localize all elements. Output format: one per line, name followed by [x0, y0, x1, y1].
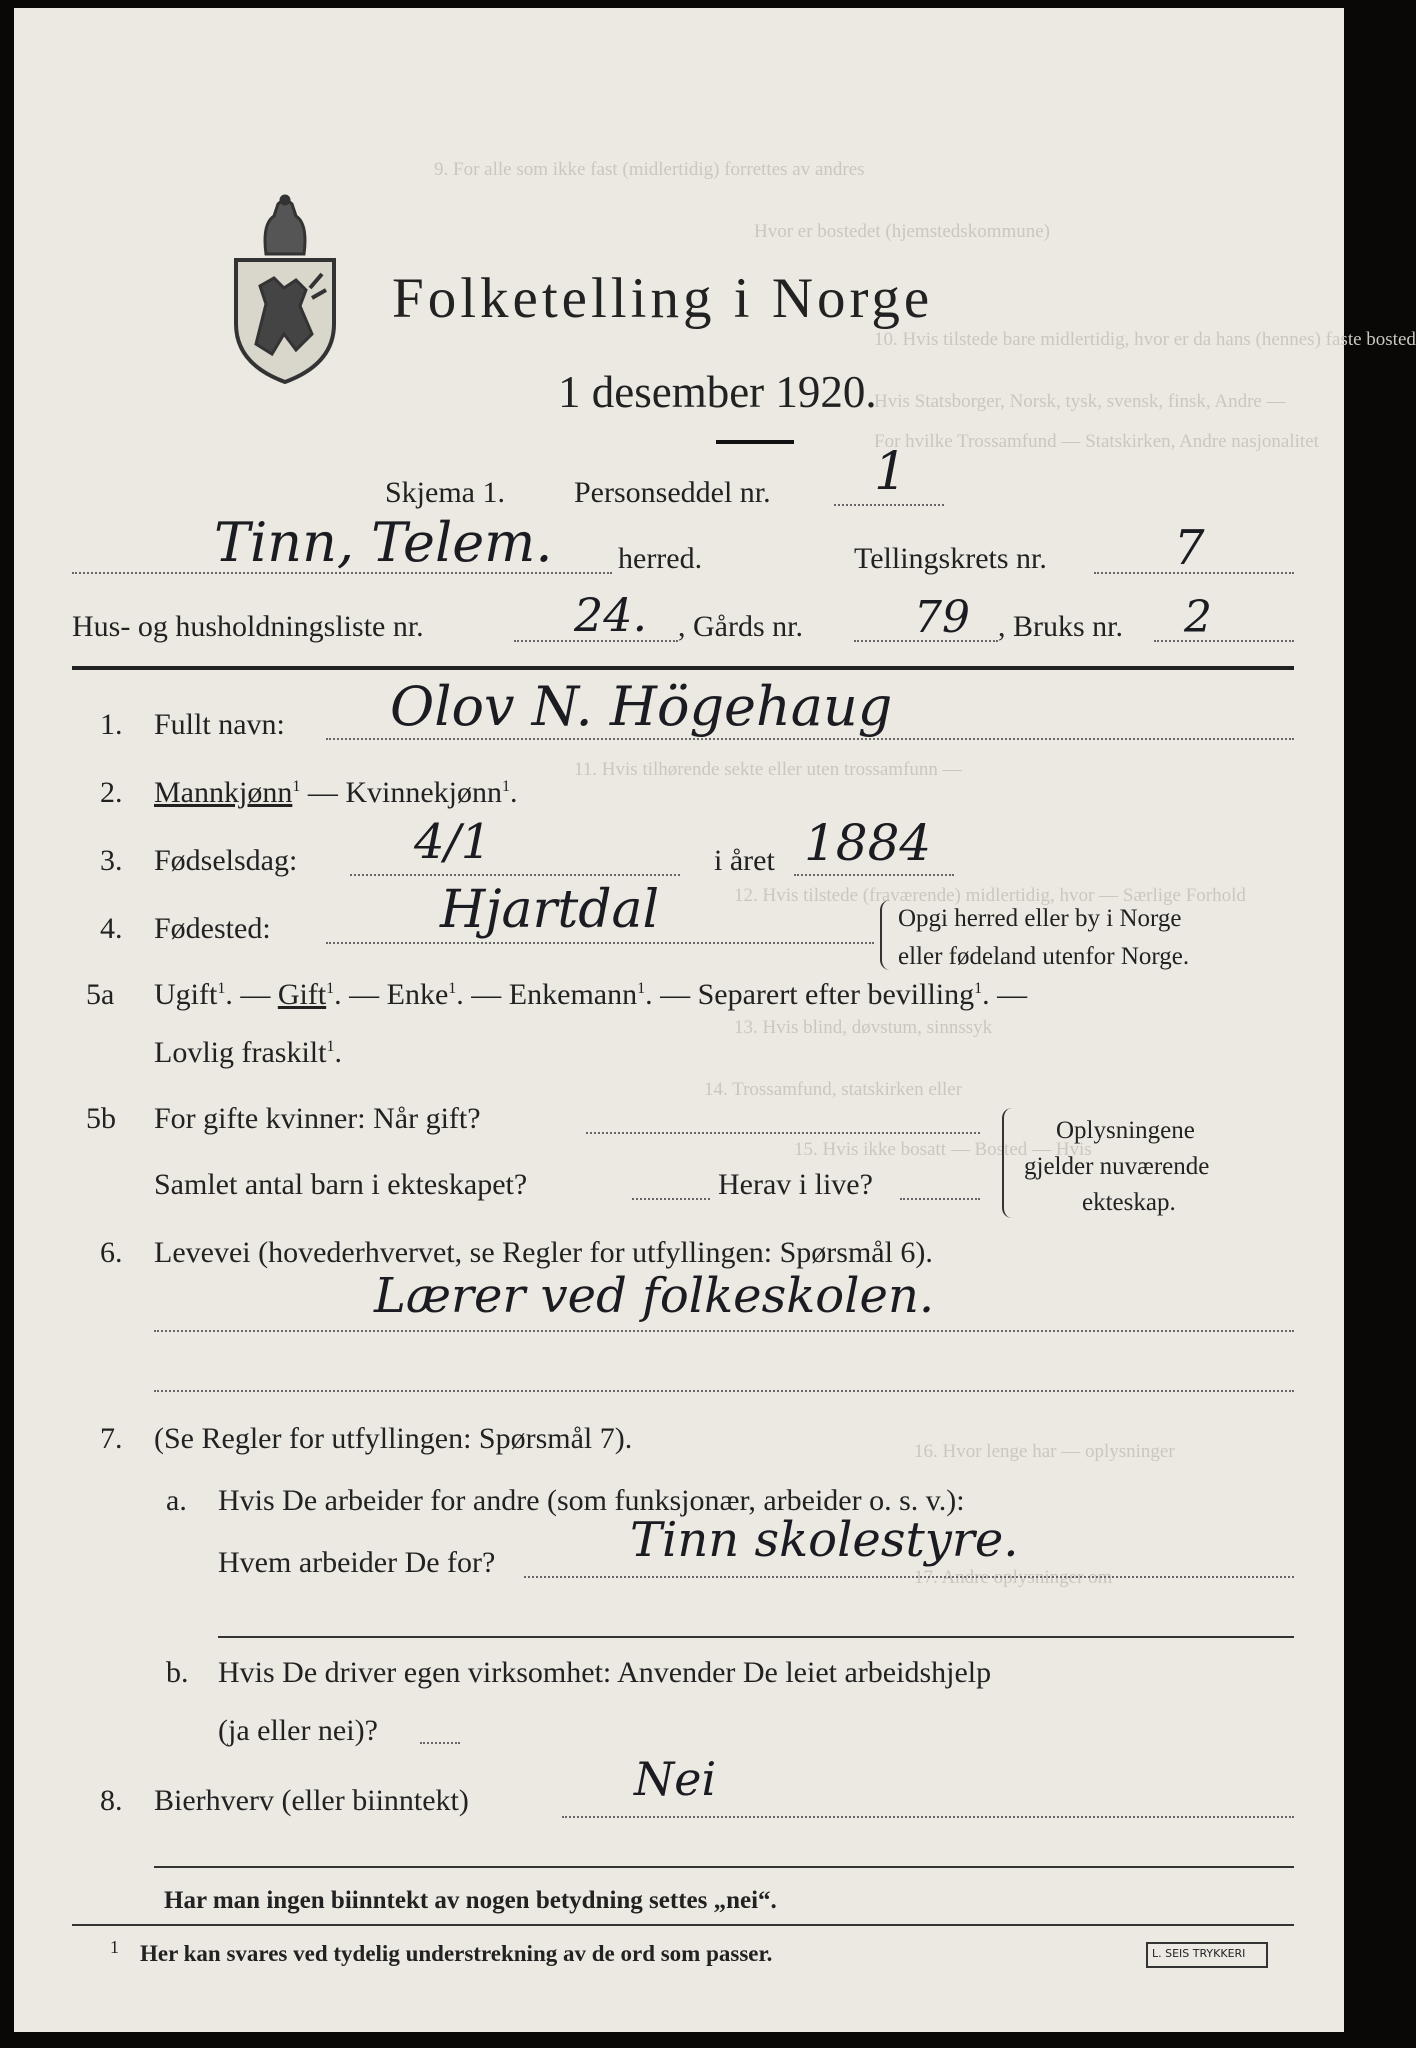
q7a-line1: Hvis De arbeider for andre (som funksjonær, arbeider o. s. v.):	[218, 1484, 965, 1517]
footnote-text: Her kan svares ved tydelig understrekning av de ord som passer.	[140, 1941, 773, 1966]
gift-option-underlined: Gift	[277, 978, 327, 1011]
birth-year-value: 1884	[804, 814, 932, 872]
q2-options	[154, 778, 517, 808]
bleed-through-line: 10. Hvis tilstede bare midlertidig, hvor er da hans (hennes) faste bosted	[874, 329, 1416, 350]
footnote-ref: 1	[292, 778, 301, 795]
employer-field-line	[524, 1576, 1294, 1578]
separator: —	[300, 776, 346, 809]
q8-number: 8.	[100, 1784, 123, 1817]
full-name-value: Olov N. Högehaug	[390, 675, 893, 738]
female-option: Kvinnekjønn	[345, 776, 502, 809]
census-date: 1 desember 1920.	[558, 367, 877, 417]
secondary-income-value: Nei	[634, 1752, 717, 1806]
marriage-note-line3: ekteskap.	[1082, 1189, 1176, 1216]
marriage-note-brace	[1002, 1108, 1014, 1218]
q1-field-line	[326, 738, 1294, 740]
norway-coat-of-arms-icon	[226, 194, 344, 384]
q5a-number: 5a	[86, 978, 115, 1011]
q7b-number: b.	[166, 1656, 189, 1689]
q1-number: 1.	[100, 708, 123, 741]
footer-note: Har man ingen biinntekt av nogen betydning settes „nei“.	[164, 1887, 777, 1914]
household-list-label: Hus- og husholdningsliste nr.	[72, 610, 424, 643]
bruks-label: , Bruks nr.	[998, 610, 1124, 643]
bleed-through-line: 15. Hvis ikke bosatt — Bosted — Hvis	[794, 1139, 1092, 1160]
herred-label: herred.	[618, 542, 703, 575]
skjema-label: Skjema 1.	[385, 476, 505, 509]
footnote-rule	[72, 1924, 1294, 1926]
birthplace-value: Hjartdal	[440, 880, 660, 940]
male-option-underlined: Mannkjønn	[154, 776, 293, 809]
enkemann-option: Enkemann	[508, 978, 638, 1011]
q5b-line1: For gifte kvinner: Når gift?	[154, 1102, 481, 1135]
bleed-through-line: Hvis Statsborger, Norsk, tysk, svensk, finsk, Andre —	[874, 391, 1286, 412]
lovlig-fraskilt-option: Lovlig fraskilt	[154, 1036, 327, 1069]
census-form-sheet	[14, 8, 1416, 2032]
gards-label: , Gårds nr.	[678, 610, 803, 643]
bruks-value: 2	[1184, 592, 1212, 643]
bleed-through-line: 11. Hvis tilhørende sekte eller uten trossamfunn —	[574, 759, 962, 780]
q7b-line1: Hvis De driver egen virksomhet: Anvender De leiet arbeidshjelp	[218, 1656, 992, 1689]
birthplace-note-line2: eller fødeland utenfor Norge.	[898, 943, 1190, 970]
printer-stamp-text: L. SEIS TRYKKERI	[1152, 1947, 1246, 1960]
footnote-ref: 1	[217, 980, 226, 997]
q3-number: 3.	[100, 844, 123, 877]
q5a-options: Ugift$^1$. — Gift$^1$. — Enke$^1$. — Enkemann$^1$. — Separert efter bevilling$^1$. —	[154, 978, 1028, 1011]
q5b-number: 5b	[86, 1102, 116, 1135]
title-divider	[716, 440, 794, 444]
q6-number: 6.	[100, 1236, 123, 1269]
bleed-through-line: 17. Andre oplysninger om	[914, 1567, 1113, 1588]
q8-label: Bierhverv (eller biinntekt)	[154, 1784, 469, 1817]
printer-stamp	[1146, 1942, 1268, 1968]
birthplace-field-line	[326, 942, 874, 944]
employer-value: Tinn skolestyre.	[630, 1512, 1019, 1568]
birthday-field-line	[350, 874, 680, 876]
bleed-through-line: For hvilke Trossamfund — Statskirken, Andre nasjonalitet	[874, 431, 1319, 452]
gards-value: 79	[914, 592, 970, 643]
bruks-field-line	[1154, 640, 1294, 642]
occupation-value: Lærer ved folkeskolen.	[374, 1268, 935, 1324]
occupation-field-line-2	[154, 1390, 1294, 1392]
separert-option: Separert efter bevilling	[697, 978, 975, 1011]
birthplace-note-line1: Opgi herred eller by i Norge	[898, 905, 1182, 932]
q1-label: Fullt navn:	[154, 708, 285, 741]
birthplace-note-brace	[880, 900, 892, 970]
secondary-income-field-line-2	[154, 1866, 1294, 1868]
q4-label: Fødested:	[154, 912, 271, 945]
married-when-field-line	[586, 1132, 980, 1134]
q3-label: Fødselsdag:	[154, 844, 298, 877]
bleed-through-line: 16. Hvor lenge har — oplysninger	[914, 1441, 1175, 1462]
tellingskrets-value: 7	[1174, 520, 1205, 576]
personseddel-number-value: 1	[874, 442, 908, 502]
header-rule	[72, 666, 1294, 670]
birth-year-field-line	[794, 874, 954, 876]
children-count-field-line	[632, 1198, 710, 1200]
q4-number: 4.	[100, 912, 123, 945]
occupation-field-line	[154, 1330, 1294, 1332]
q6-label: Levevei (hovederhvervet, se Regler for utfyllingen: Spørsmål 6).	[154, 1236, 933, 1269]
footnote-ref: 1	[974, 980, 983, 997]
footnote-ref: 1	[326, 1038, 335, 1055]
q5b-line2b: Herav i live?	[718, 1168, 873, 1201]
footnote-ref: 1	[637, 980, 646, 997]
personseddel-label: Personseddel nr.	[574, 476, 771, 509]
q7-label: (Se Regler for utfyllingen: Spørsmål 7).	[154, 1422, 633, 1455]
footnote-ref: 1	[448, 980, 457, 997]
birth-year-label: i året	[714, 844, 775, 877]
q7a-number: a.	[166, 1484, 187, 1517]
bleed-through-line: Hvor er bostedet (hjemstedskommune)	[754, 221, 1051, 242]
q7-number: 7.	[100, 1422, 123, 1455]
bleed-through-line: 13. Hvis blind, døvstum, sinnssyk	[734, 1017, 993, 1038]
tellingskrets-label: Tellingskrets nr.	[854, 542, 1047, 575]
household-list-value: 24.	[574, 588, 648, 642]
personseddel-field-line	[834, 504, 944, 506]
marriage-note-line2: gjelder nuværende	[1024, 1153, 1210, 1180]
q7b-line2: (ja eller nei)?	[218, 1714, 378, 1747]
hired-help-field-line	[420, 1742, 460, 1744]
q5a-options-line2: Lovlig fraskilt$^1$.	[154, 1036, 342, 1069]
q7a-line2: Hvem arbeider De for?	[218, 1546, 496, 1579]
footnote-mark: 1	[110, 1937, 119, 1957]
bleed-through-line: 14. Trossamfund, statskirken eller	[704, 1079, 963, 1100]
secondary-income-field-line	[562, 1816, 1294, 1818]
ugift-option: Ugift	[154, 978, 218, 1011]
employer-field-line-2	[218, 1636, 1294, 1638]
q2-number: 2.	[100, 776, 123, 809]
enke-option: Enke	[386, 978, 449, 1011]
marriage-note-line1: Oplysningene	[1056, 1117, 1195, 1144]
footnote-ref: 1	[501, 778, 510, 795]
birthday-value: 4/1	[414, 814, 492, 870]
footnote-ref: 1	[326, 980, 335, 997]
herred-value: Tinn, Telem.	[214, 511, 553, 574]
q5b-line2a: Samlet antal barn i ekteskapet?	[154, 1168, 528, 1201]
page-title: Folketelling i Norge	[392, 267, 934, 330]
children-alive-field-line	[900, 1198, 980, 1200]
period: .	[509, 776, 518, 809]
bleed-through-line: 12. Hvis tilstede (fraværende) midlertidig, hvor — Særlige Forhold	[734, 885, 1246, 906]
bleed-through-line: 9. For alle som ikke fast (midlertidig) forrettes av andres	[434, 159, 865, 180]
